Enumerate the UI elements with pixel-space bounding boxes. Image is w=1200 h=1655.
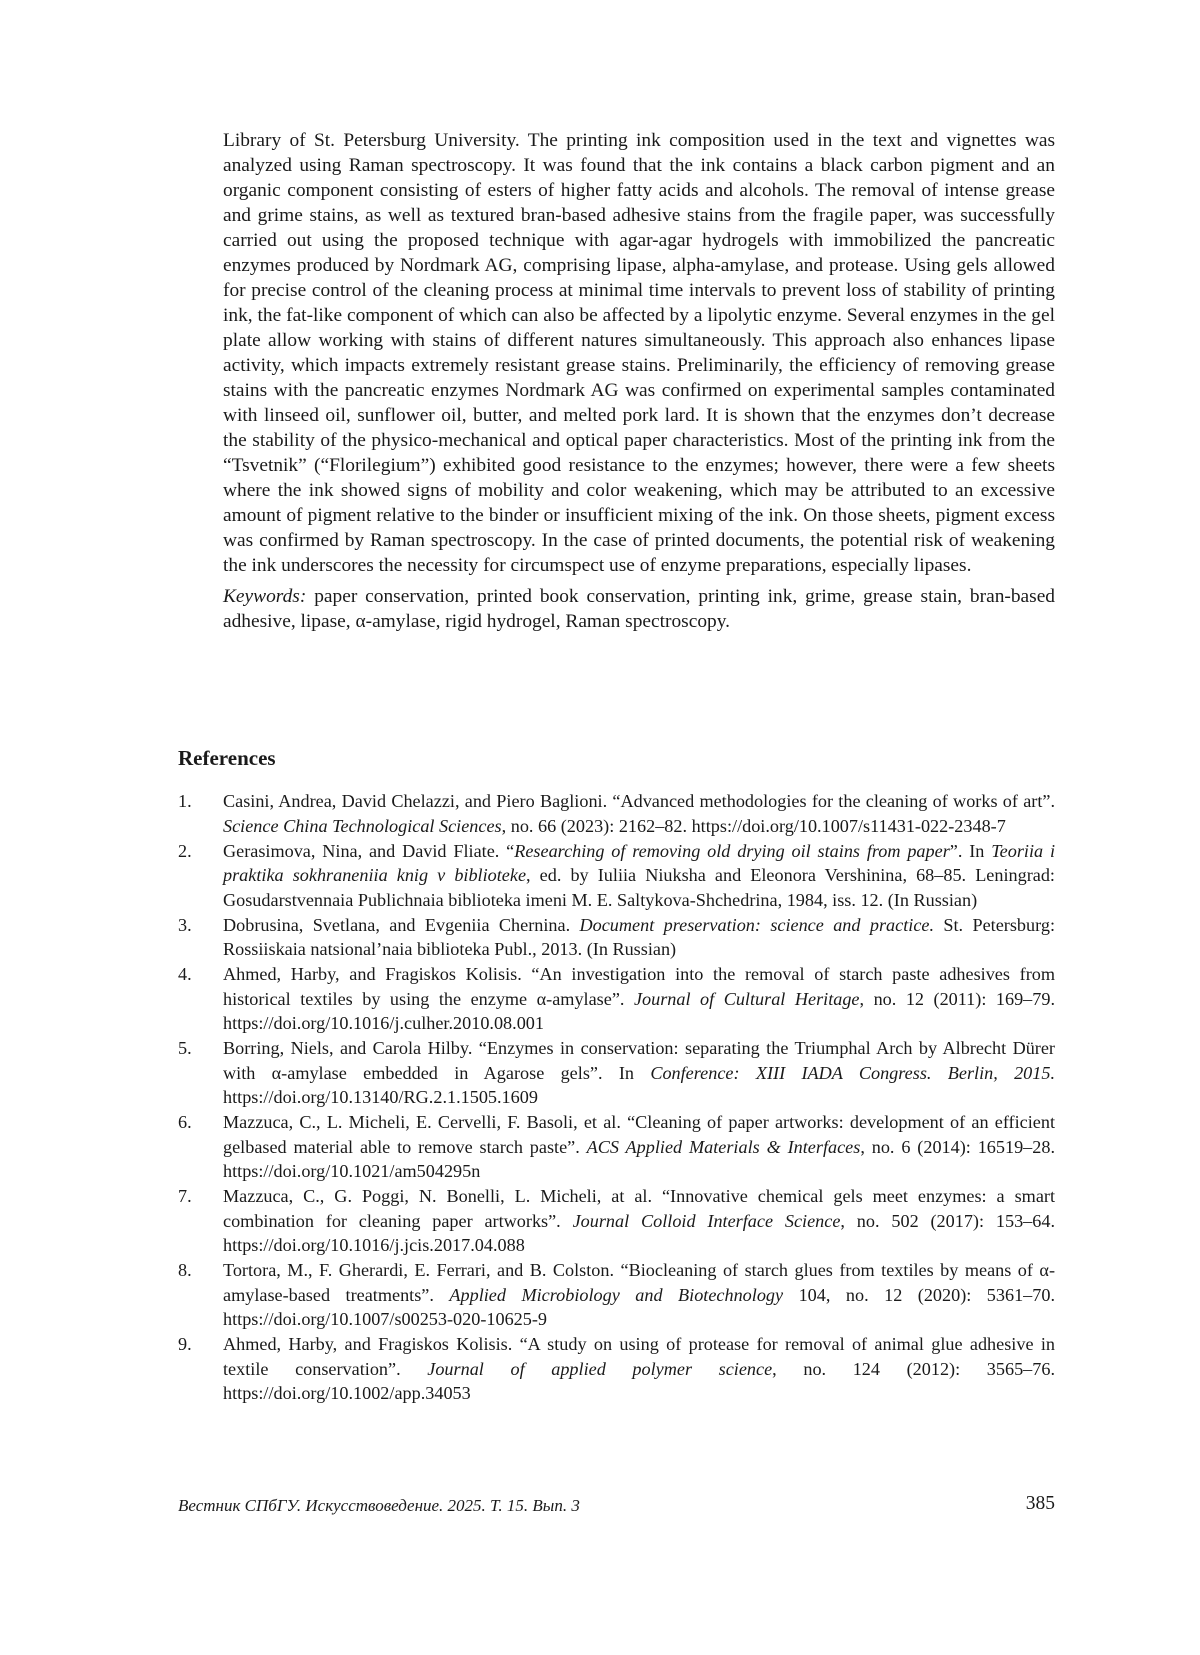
reference-source: Journal of applied polymer science	[427, 1358, 773, 1379]
reference-source: Science China Technological Sciences	[223, 815, 502, 836]
reference-item-5	[178, 1036, 1055, 1110]
page-number: 385	[1025, 1493, 1055, 1514]
reference-number: 9.	[178, 1334, 192, 1354]
reference-details: , no. 502 (2017): 153–64. https://doi.org/10.1016/j.jcis.2017.04.088	[223, 1210, 1055, 1255]
reference-number: 3.	[178, 914, 192, 935]
reference-number: 4.	[178, 964, 192, 984]
reference-item-6	[178, 1110, 1055, 1184]
reference-number: 6.	[178, 1112, 192, 1132]
reference-number: 1.	[178, 791, 192, 811]
reference-text: Mazzuca, C., G. Poggi, N. Bonelli, L. Micheli, at al. “Innovative chemical gels meet enzymes: a smart combination for cleaning paper artworks”.	[223, 1186, 1055, 1231]
reference-number: 5.	[178, 1038, 192, 1058]
reference-source: Document preservation: science and practice.	[579, 914, 935, 935]
reference-item-9	[178, 1332, 1055, 1406]
reference-details: , no. 12 (2011): 169–79. https://doi.org/10.1016/j.culher.2010.08.001	[223, 988, 1055, 1033]
reference-source: Conference: XIII IADA Congress. Berlin, 2015.	[650, 1062, 1056, 1083]
reference-source: Journal Colloid Interface Science	[572, 1210, 841, 1231]
reference-item-8	[178, 1258, 1055, 1332]
footer-journal-title: Вестник СПбГУ. Искусствоведение. 2025. Т. 15. Вып. 3	[178, 1496, 580, 1515]
keywords-paragraph	[223, 584, 1055, 634]
reference-source: Journal of Cultural Heritage	[633, 988, 860, 1009]
reference-text: Gerasimova, Nina, and David Fliate. “	[223, 840, 515, 861]
reference-text: Casini, Andrea, David Chelazzi, and Piero Baglioni. “Advanced methodologies for the cleaning of works of art”.	[223, 791, 1055, 811]
reference-number: 7.	[178, 1186, 192, 1206]
reference-details: , ed. by Iuliia Niuksha and Eleonora Vershinina, 68–85. Leningrad: Gosudarstvennaia Publichnaia biblioteka imeni M. E. Saltykova-Shchedrina, 1984, iss. 12. (In Russian)	[223, 865, 1055, 910]
reference-item-3	[178, 913, 1055, 962]
reference-item-7	[178, 1184, 1055, 1258]
reference-source: Applied Microbiology and Biotechnology	[449, 1284, 784, 1305]
references-list	[178, 789, 1055, 1406]
reference-details: , no. 124 (2012): 3565–76. https://doi.org/10.1002/app.34053	[223, 1358, 1055, 1403]
reference-details: , no. 66 (2023): 2162–82. https://doi.org/10.1007/s11431-022-2348-7	[501, 815, 1006, 836]
keywords-label: Keywords:	[223, 586, 307, 607]
reference-item-1	[178, 789, 1055, 838]
references-heading: References	[178, 746, 276, 770]
reference-text: Dobrusina, Svetlana, and Evgeniia Chernina.	[223, 914, 580, 935]
reference-details: , no. 6 (2014): 16519–28. https://doi.org/10.1021/am504295n	[223, 1136, 1055, 1181]
reference-source: ACS Applied Materials & Interfaces	[586, 1136, 861, 1157]
abstract-section	[223, 128, 1055, 634]
abstract-text: Library of St. Petersburg University. The printing ink composition used in the text and vignettes was analyzed using Raman spectroscopy. It was found that the ink contains a black carbon pigment and an organic component consisting of esters of higher fatty acids and alcohols. The removal of intense grease and grime stains, as well as textured bran-based adhesive stains from the fragile paper, was successfully carried out using the proposed technique with agar-agar hydrogels with immobilized the pancreatic enzymes produced by Nordmark AG, comprising lipase, alpha-amylase, and protease. Using gels allowed for precise control of the cleaning process at minimal time intervals to prevent loss of stability of printing ink, the fat-like component of which can also be affected by a lipolytic enzyme. Several enzymes in the gel plate allow working with stains of different natures simultaneously. This approach also enhances lipase activity, which impacts extremely resistant grease stains. Preliminarily, the efficiency of removing grease stains with the pancreatic enzymes Nordmark AG was confirmed on experimental samples contaminated with linseed oil, sunflower oil, butter, and melted pork lard. It is shown that the enzymes don’t decrease the stability of the physico-mechanical and optical paper characteristics. Most of the printing ink from the “Tsvetnik” (“Florilegium”) exhibited good resistance to the enzymes; however, there were a few sheets where the ink showed signs of mobility and color weakening, which may be attributed to an excessive amount of pigment relative to the binder or insufficient mixing of the ink. On those sheets, pigment excess was confirmed by Raman spectroscopy. In the case of printed documents, the potential risk of weakening the ink underscores the necessity for circumspect use of enzyme preparations, especially lipases.	[223, 130, 1055, 576]
reference-item-2	[178, 839, 1055, 913]
reference-details: 104, no. 12 (2020): 5361–70. https://doi.org/10.1007/s00253-020-10625-9	[223, 1284, 1056, 1329]
reference-source: Teoriia i praktika sokhraneniia knig v biblioteke	[223, 840, 1055, 885]
reference-text: Ahmed, Harby, and Fragiskos Kolisis. “An investigation into the removal of starch paste adhesives from historical textiles by using the enzyme α-amylase”.	[223, 964, 1055, 1009]
reference-details: St. Petersburg: Rossiiskaia natsional’naia biblioteka Publ., 2013. (In Russian)	[223, 914, 1055, 959]
reference-text: Borring, Niels, and Carola Hilby. “Enzymes in conservation: separating the Triumphal Arch by Albrecht Dürer with α-amylase embedded in Agarose gels”. In	[223, 1038, 1055, 1083]
reference-text: Ahmed, Harby, and Fragiskos Kolisis. “A study on using of protease for removal of animal glue adhesive in textile conservation”.	[223, 1334, 1055, 1379]
keywords-text: paper conservation, printed book conservation, printing ink, grime, grease stain, bran-based adhesive, lipase, α-amylase, rigid hydrogel, Raman spectroscopy.	[223, 586, 1055, 632]
reference-text: Tortora, M., F. Gherardi, E. Ferrari, and B. Colston. “Biocleaning of starch glues from textiles by means of α-amylase-based treatments”.	[223, 1260, 1055, 1305]
reference-item-4	[178, 962, 1055, 1036]
reference-title: Researching of removing old drying oil stains from paper	[514, 840, 950, 861]
reference-number: 8.	[178, 1260, 192, 1280]
reference-details: https://doi.org/10.13140/RG.2.1.1505.1609	[223, 1087, 538, 1107]
reference-text: ”. In	[949, 840, 992, 861]
reference-text: Mazzuca, C., L. Micheli, E. Cervelli, F. Basoli, et al. “Cleaning of paper artworks: development of an efficient gelbased material able to remove starch paste”.	[223, 1112, 1055, 1157]
reference-number: 2.	[178, 840, 192, 861]
